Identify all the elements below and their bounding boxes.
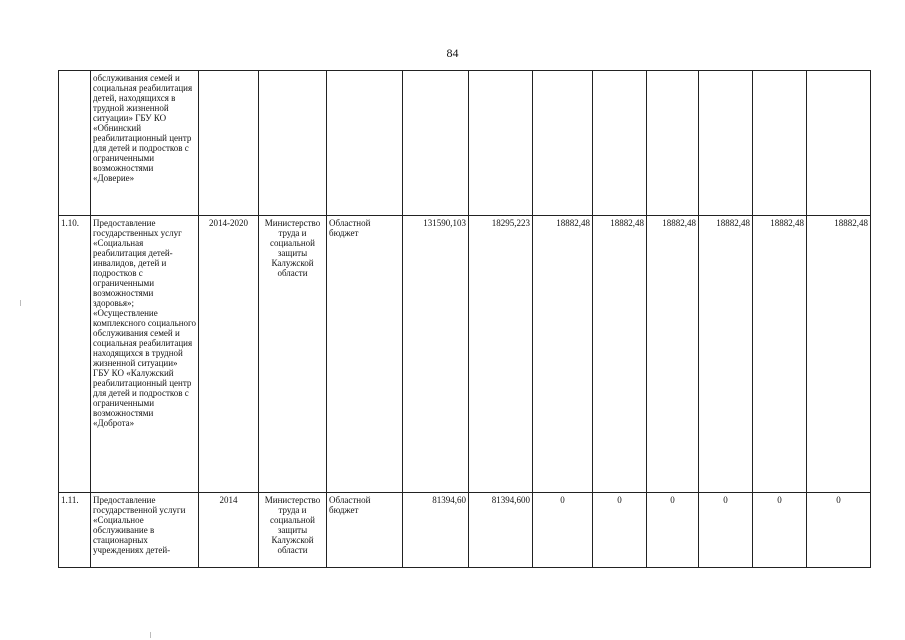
row-executor: Министерство труда и социальной защиты Калужской области <box>259 216 327 493</box>
row-2017: 18882,48 <box>647 216 699 493</box>
row-2014: 18295,223 <box>469 216 533 493</box>
table-row <box>59 71 871 216</box>
scan-mark <box>20 300 21 306</box>
row-2017: 0 <box>647 493 699 568</box>
scan-mark <box>150 632 151 638</box>
row-number: 1.10. <box>59 216 91 493</box>
page-number: 84 <box>446 46 459 60</box>
row-description: обслуживания семей и социальная реабилитация детей, находящихся в трудной жизненной ситуации» ГБУ КО «Обнинский реабилитационный центр для детей и подростков с ограниченными возможностями «Доверие» <box>91 71 199 216</box>
row-2016: 18882,48 <box>593 216 647 493</box>
row-2020: 0 <box>807 493 871 568</box>
row-years: 2014-2020 <box>199 216 259 493</box>
row-2018 <box>699 71 753 216</box>
row-source: Областной бюджет <box>327 493 403 568</box>
row-2014 <box>469 71 533 216</box>
row-number: 1.11. <box>59 493 91 568</box>
row-2019: 0 <box>753 493 807 568</box>
row-executor: Министерство труда и социальной защиты Калужской области <box>259 493 327 568</box>
row-number <box>59 71 91 216</box>
table-row <box>59 493 871 568</box>
row-total: 131590,103 <box>403 216 469 493</box>
row-2019 <box>753 71 807 216</box>
row-2015: 18882,48 <box>533 216 593 493</box>
row-2018: 0 <box>699 493 753 568</box>
row-2015 <box>533 71 593 216</box>
row-2014: 81394,600 <box>469 493 533 568</box>
row-years: 2014 <box>199 493 259 568</box>
row-description: Предоставление государственных услуг «Социальная реабилитация детей-инвалидов, детей и подростков с ограниченными возможностями здоровья»; «Осуществление комплексного социального обслуживания семей и социальная реабилитация находящихся в трудной жизненной ситуации» ГБУ КО «Калужский реабилитационный центр для детей и подростков с ограниченными возможностями «Доброта» <box>91 216 199 493</box>
row-total: 81394,60 <box>403 493 469 568</box>
row-2020 <box>807 71 871 216</box>
row-total <box>403 71 469 216</box>
row-description: Предоставление государственной услуги «Социальное обслуживание в стационарных учреждениях детей- <box>91 493 199 568</box>
row-source: Областной бюджет <box>327 216 403 493</box>
row-years <box>199 71 259 216</box>
row-executor <box>259 71 327 216</box>
row-2020: 18882,48 <box>807 216 871 493</box>
row-2017 <box>647 71 699 216</box>
table-row <box>59 216 871 493</box>
row-source <box>327 71 403 216</box>
row-2016: 0 <box>593 493 647 568</box>
row-2018: 18882,48 <box>699 216 753 493</box>
row-2019: 18882,48 <box>753 216 807 493</box>
budget-table <box>58 70 871 568</box>
row-2016 <box>593 71 647 216</box>
row-2015: 0 <box>533 493 593 568</box>
